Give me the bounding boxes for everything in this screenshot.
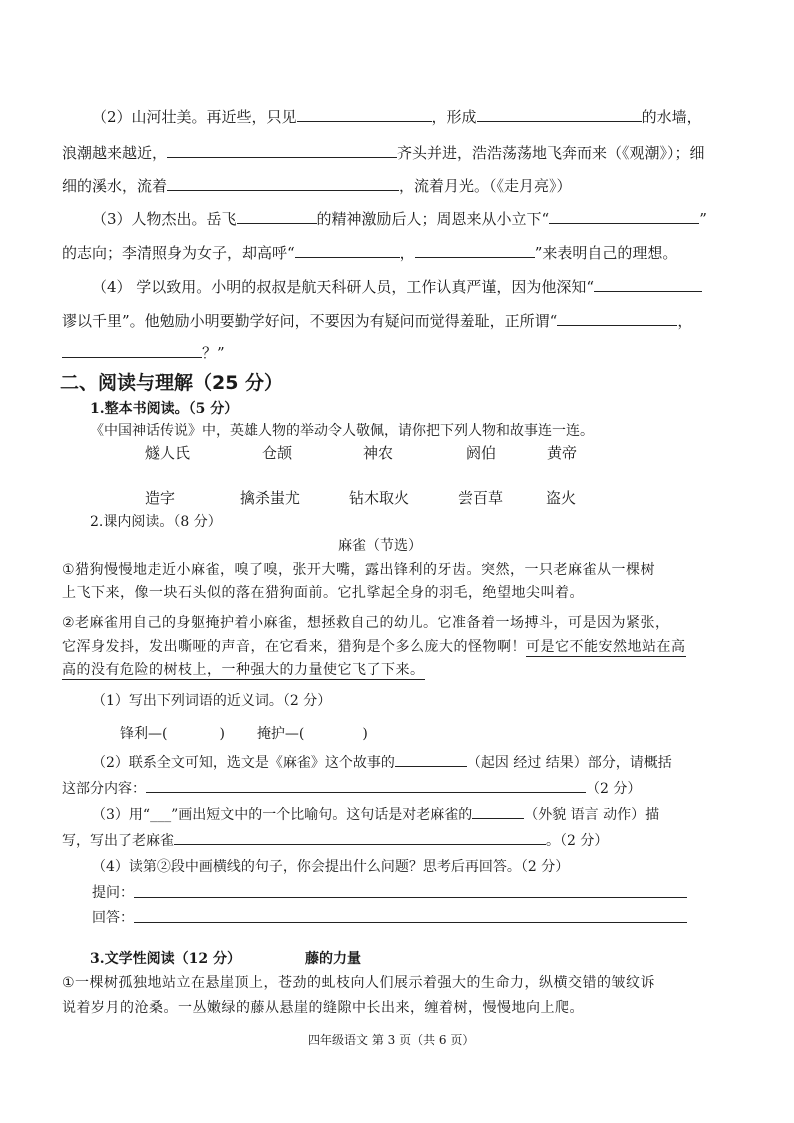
q3-title: 3.文学性阅读（12 分） xyxy=(90,951,241,967)
page-footer: 四年级语文 第 3 页（共 6 页） xyxy=(308,1033,475,1047)
matching-person[interactable]: 燧人氏 xyxy=(145,444,191,462)
answer-blank[interactable] xyxy=(167,724,219,738)
q2-line1: （2）山河壮美。再近些，只见 ，形成 的水墙， xyxy=(92,108,702,126)
q2-sub4: （4）读第②段中画横线的句子，你会提出什么问题？思考后再回答。（2 分） xyxy=(92,859,570,875)
passage-paragraph: ①猎狗慢慢地走近小麻雀，嗅了嗅，张开大嘴，露出锋利的牙齿。突然，一只老麻雀从一棵树 xyxy=(62,562,656,578)
q2-sub1: （1）写出下列词语的近义词。（2 分） xyxy=(92,693,332,709)
passage-title: 麻雀（节选） xyxy=(338,538,422,554)
ask-label: 提问： xyxy=(92,885,134,901)
matching-story[interactable]: 造字 xyxy=(145,489,176,507)
passage-paragraph: 它浑身发抖，发出嘶哑的声音，在它看来，猎狗是个多么庞大的怪物啊！可是它不能安然地站在高 xyxy=(62,639,686,655)
answer-blank[interactable] xyxy=(304,724,362,738)
section-title: 二、阅读与理解（25 分） xyxy=(60,372,284,394)
underlined-sentence: 可是它不能安然地站在高 xyxy=(526,639,686,655)
underlined-sentence: 高的没有危险的树枝上，一种强大的力量使它飞了下来。 xyxy=(62,662,425,678)
q2-sub2-line2: 这部分内容： （2 分） xyxy=(62,778,641,798)
synonym-row: 锋利—( ) 掩护—( ) xyxy=(120,726,368,742)
answer-blank[interactable] xyxy=(395,752,467,767)
q4-line3: ？” xyxy=(62,342,794,364)
answer-blank[interactable] xyxy=(297,107,432,122)
q4-line1: （4） 学以致用。小明的叔叔是航天科研人员，工作认真严谨，因为他深知“ xyxy=(92,276,794,298)
answer-blank[interactable] xyxy=(415,243,535,258)
answer-blank[interactable] xyxy=(146,778,586,793)
q4-line2: 谬以千里”。他勉励小明要勤学好问，不要因为有疑问而觉得羞耻，正所谓“ ， xyxy=(62,312,693,330)
answer-label: 回答： xyxy=(92,910,134,926)
matching-story[interactable]: 盗火 xyxy=(546,489,577,507)
matching-story[interactable]: 擒杀蚩尤 xyxy=(240,489,301,507)
answer-blank[interactable] xyxy=(237,209,317,224)
ask-answer-line[interactable] xyxy=(134,897,687,898)
answer-blank[interactable] xyxy=(62,343,202,358)
answer-blank[interactable] xyxy=(594,277,702,292)
answer-blank[interactable] xyxy=(472,804,524,819)
matching-story[interactable]: 钻木取火 xyxy=(349,489,410,507)
q1-intro: 《中国神话传说》中，英雄人物的举动令人敬佩，请你把下列人物和故事连一连。 xyxy=(90,423,594,439)
answer-blank[interactable] xyxy=(167,143,397,158)
q2-title: 2.课内阅读。（8 分） xyxy=(90,514,222,530)
q2-line3: 细的溪水，流着 ，流着月光。（《走月亮》） xyxy=(62,177,572,195)
matching-person[interactable]: 仓颉 xyxy=(262,444,293,462)
passage-paragraph: 上飞下来，像一块石头似的落在猎狗面前。它扎挲起全身的羽毛，绝望地尖叫着。 xyxy=(62,585,584,601)
passage-paragraph: ①一棵树孤独地站立在悬崖顶上，苍劲的虬枝向人们展示着强大的生命力，纵横交错的皱纹诉 xyxy=(62,975,656,991)
passage-paragraph xyxy=(62,659,425,679)
q2-sub2: （2）联系全文可知，选文是《麻雀》这个故事的 （起因 经过 结果）部分，请概括 xyxy=(92,752,672,772)
answer-blank[interactable] xyxy=(295,243,400,258)
answer-blank[interactable] xyxy=(549,209,699,224)
matching-person[interactable]: 黄帝 xyxy=(547,444,578,462)
q2-sub3: （3）用“___”画出短文中的一个比喻句。这句话是对老麻雀的 （外貌 语言 动作）描 xyxy=(92,804,659,824)
q3-line1: （3）人物杰出。岳飞 的精神激励后人；周恩来从小立下“ ” xyxy=(92,210,707,228)
answer-blank[interactable] xyxy=(557,311,677,326)
q2-sub3-line2: 写，写出了老麻雀 。（2 分） xyxy=(62,830,608,850)
matching-person[interactable]: 神农 xyxy=(363,444,394,462)
q2-line2: 浪潮越来越近， 齐头并进，浩浩荡荡地飞奔而来（《观潮》）；细 xyxy=(62,144,705,162)
answer-blank[interactable] xyxy=(477,107,642,122)
q3-line2: 的志向；李清照身为女子，却高呼“ ， ”来表明自己的理想。 xyxy=(62,244,678,262)
answer-blank[interactable] xyxy=(174,830,546,845)
answer-line[interactable] xyxy=(134,922,687,923)
passage-paragraph: 说着岁月的沧桑。一丛嫩绿的藤从悬崖的缝隙中长出来，缠着树，慢慢地向上爬。 xyxy=(62,1000,584,1016)
matching-person[interactable]: 阏伯 xyxy=(466,444,497,462)
matching-story[interactable]: 尝百草 xyxy=(458,489,504,507)
passage-paragraph: ②老麻雀用自己的身躯掩护着小麻雀，想拯救自己的幼儿。它准备着一场搏斗，可是因为紧张， xyxy=(62,615,670,631)
passage-title: 藤的力量 xyxy=(305,951,361,967)
answer-blank[interactable] xyxy=(167,176,399,191)
q1-title: 1.整本书阅读。（5 分） xyxy=(90,401,239,417)
